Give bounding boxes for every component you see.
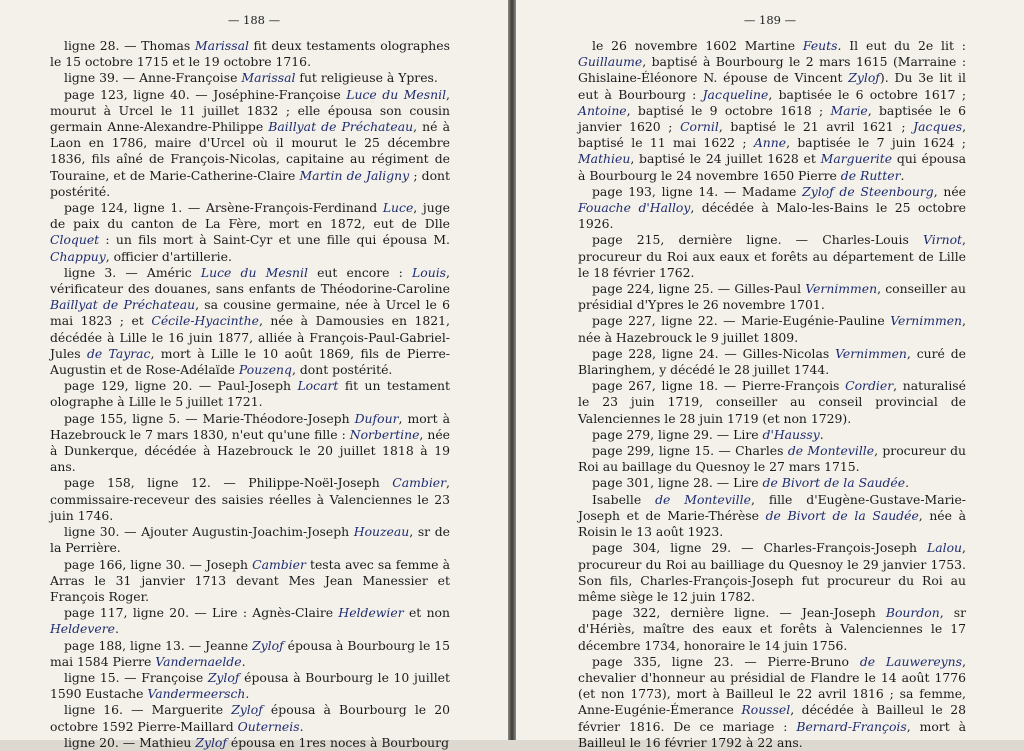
person-name: Lalou [927, 540, 963, 556]
entry-paragraph: page 158, ligne 12. — Philippe-Noël-Joseph Cambier, commissaire-receveur des saisies réelles à Valenciennes le 23 juin 1746. [50, 475, 450, 523]
page-number-right: — 189 — [743, 13, 797, 27]
page-right [516, 0, 1024, 750]
person-name: Vandermeersch [147, 686, 246, 702]
person-name: Louis [412, 264, 447, 280]
entry-paragraph: page 166, ligne 30. — Joseph Cambier testa avec sa femme à Arras le 31 janvier 1713 devant Mes Jean Manessier et François Roger. [50, 556, 450, 604]
entry-paragraph: page 123, ligne 40. — Joséphine-Françoise Luce du Mesnil, mourut à Urcel le 11 juillet 1832 ; elle épousa son cousin germain Anne-Alexandre-Philippe Baillyat de Préchateau, né à Laon en 1786, maire d'Urcel où il mourut le 25 décembre 1836, fils aîné de François-Nicolas, capitaine au régiment de Touraine, et de Marie-Catherine-Claire Martin de Jaligny ; dont postérité. [50, 86, 450, 199]
person-name: Heldevere [50, 621, 115, 637]
entry-paragraph: page 335, ligne 23. — Pierre-Bruno de Lauwereyns, chevalier d'honneur au présidial de Flandre le 14 août 1776 (et non 1773), mort à Bailleul le 22 avril 1816 ; sa femme, Anne-Eugénie-Émerance Roussel, décédée à Bailleul le 28 février 1816. De ce mariage : Bernard-François, mort à Bailleul le 16 février 1792 à 22 ans. [578, 653, 967, 750]
person-name: Heldewier [338, 605, 404, 621]
book-gutter [508, 0, 516, 740]
person-name: Houzeau [353, 524, 410, 540]
person-name: Chappuy [50, 248, 106, 264]
person-name: Locart [297, 378, 339, 394]
entry-paragraph: page 224, ligne 25. — Gilles-Paul Vernimmen, conseiller au présidial d'Ypres le 26 novembre 1701. [578, 281, 966, 313]
person-name: Marie [830, 102, 868, 118]
person-name: Luce [382, 200, 414, 216]
person-name: Zyloƒ de Steenbourg [802, 183, 934, 199]
entry-paragraph: page 215, dernière ligne. — Charles-Louis Virnot, procureur du Roi aux eaux et forêts au département de Lille le 18 février 1762. [578, 232, 966, 280]
person-name: Vernimmen [835, 345, 907, 361]
person-name: Cloquet [50, 232, 100, 248]
person-name: de Rutter [840, 167, 901, 183]
person-name: Pouzenq [238, 362, 292, 378]
entry-paragraph: page 267, ligne 18. — Pierre-François Cordier, naturalisé le 23 juin 1719, conseiller au conseil provincial de Valenciennes le 28 juin 1719 (et non 1729). [578, 378, 966, 426]
person-name: Guillaume [578, 54, 643, 70]
person-name: Virnot [923, 232, 963, 248]
person-name: Bourdon [885, 605, 940, 621]
entry-paragraph: page 304, ligne 29. — Charles-François-Joseph Lalou, procureur du Roi au bailliage du Quesnoy le 29 janvier 1753. Son fils, Charles-François-Joseph fut procureur du Roi au même siège le 12 juin 1782. [578, 540, 966, 604]
entry-paragraph: page 301, ligne 28. — Lire de Bivort de la Saudée. [592, 475, 910, 491]
person-name: Luce du Mesnil [346, 86, 447, 102]
page-left [0, 0, 508, 750]
entry-paragraph: ligne 15. — Françoise Zyloƒ épousa à Bourbourg le 10 juillet 1590 Eustache Vandermeersch. [50, 669, 450, 702]
person-name: Jacques [913, 119, 963, 135]
person-name: d'Haussy [762, 426, 820, 442]
person-name: Cordier [845, 378, 894, 394]
person-name: Fouache d'Halloy [578, 200, 691, 216]
person-name: Antoine [578, 102, 627, 118]
person-name: Baillyat de Préchateau [268, 119, 414, 135]
person-name: Bernard-François [796, 718, 907, 734]
person-name: Roussel [741, 702, 791, 718]
entry-paragraph: ligne 3. — Améric Luce du Mesnil eut encore : Louis, vérificateur des douanes, sans enfants de Théodorine-Caroline Baillyat de Préchateau, sa cousine germaine, née à Urcel le 6 mai 1823 ; et Cécile-Hyacinthe, née à Damousies en 1821, décédée à Lille le 16 juin 1877, alliée à François-Paul-Gabriel-Jules de Tayrac, mort à Lille le 10 août 1869, fils de Pierre-Augustin et de Rose-Adélaïde Pouzenq, dont postérité. [50, 264, 451, 378]
entry-paragraph: page 124, ligne 1. — Arsène-François-Ferdinand Luce, juge de paix du canton de La Fère, mort en 1872, eut de Dlle Cloquet : un fils mort à Saint-Cyr et une fille qui épousa M. Chappuy, officier d'artillerie. [50, 200, 450, 264]
entry-paragraph: ligne 16. — Marguerite Zyloƒ épousa à Bourbourg le 20 octobre 1592 Pierre-Maillard Outerneis. [50, 702, 450, 734]
person-name: Cécile-Hyacinthe [151, 313, 259, 329]
person-name: Dufour [354, 410, 399, 426]
entry-paragraph: page 188, ligne 13. — Jeanne Zyloƒ épousa à Bourbourg le 15 mai 1584 Pierre Vandernaelde. [50, 637, 450, 669]
person-name: de Monteville [787, 443, 875, 459]
person-name: de Lauwereyns [859, 653, 963, 669]
person-name: Zyloƒ [195, 734, 227, 750]
person-name: Marissal [194, 38, 249, 53]
person-name: Zyloƒ [252, 637, 284, 653]
person-name: Zyloƒ [231, 702, 263, 718]
entry-paragraph: page 279, ligne 29. — Lire d'Haussy. [592, 426, 824, 442]
page-text-left [50, 38, 450, 751]
person-name: Jacqueline [702, 86, 769, 102]
entry-paragraph: page 155, ligne 5. — Marie-Théodore-Joseph Dufour, mort à Hazebrouck le 7 mars 1830, n'eut qu'une fille : Norbertine, née à Dunkerque, décédée à Hazebrouck le 20 juillet 1818 à 19 ans. [50, 410, 450, 475]
person-name: Zyloƒ [207, 669, 240, 685]
entry-paragraph: page 299, ligne 15. — Charles de Monteville, procureur du Roi au baillage du Quesnoy le 27 mars 1715. [578, 443, 966, 475]
person-name: Mathieu [578, 151, 631, 167]
entry-paragraph: page 117, ligne 20. — Lire : Agnès-Claire Heldewier et non Heldevere. [50, 605, 450, 637]
person-name: de Monteville [655, 491, 751, 507]
person-name: Feuts [802, 38, 838, 53]
entry-paragraph: le 26 novembre 1602 Martine Feuts. Il eut du 2e lit : Guillaume, baptisé à Bourbourg le 2 mars 1615 (Marraine : Ghislaine-Éléonore N. épouse de Vincent Zyloƒ). Du 3e lit il eut à Bourbourg : Jacqueline, baptisée le 6 octobre 1617 ; Antoine, baptisé le 9 octobre 1618 ; Marie, baptisée le 6 janvier 1620 ; Cornil, baptisé le 21 avril 1621 ; Jacques, baptisé le 11 mai 1622 ; Anne, baptisée le 7 juin 1624 ; Mathieu, baptisé le 24 juillet 1628 et Marguerite qui épousa à Bourbourg le 24 novembre 1650 Pierre de Rutter. [578, 38, 967, 183]
person-name: Martin de Jaligny [299, 167, 410, 183]
entry-paragraph: Isabelle de Monteville, fille d'Eugène-Gustave-Marie-Joseph et de Marie-Thérèse de Bivort de la Saudée, née à Roisin le 13 août 1923. [578, 491, 966, 540]
person-name: Cambier [252, 556, 306, 572]
entry-paragraph: page 228, ligne 24. — Gilles-Nicolas Vernimmen, curé de Blaringhem, y décédé le 28 juillet 1744. [578, 345, 966, 378]
person-name: Marguerite [820, 151, 893, 167]
person-name: Norbertine [349, 426, 420, 442]
person-name: Marissal [241, 70, 296, 86]
page-number-left: — 188 — [227, 13, 281, 27]
person-name: Outerneis [237, 718, 300, 734]
entry-paragraph: page 322, dernière ligne. — Jean-Joseph Bourdon, sr d'Hériès, maître des eaux et forêts à Valenciennes le 17 décembre 1734, honoraire le 14 juin 1756. [578, 605, 967, 653]
entry-paragraph: ligne 20. — Mathieu Zyloƒ épousa en 1res noces à Bourbourg [64, 734, 450, 750]
person-name: Zyloƒ [848, 70, 880, 86]
entry-paragraph: ligne 30. — Ajouter Augustin-Joachim-Joseph Houzeau, sr de la Perrière. [50, 524, 450, 556]
person-name: Anne [753, 135, 787, 151]
entry-paragraph: page 227, ligne 22. — Marie-Eugénie-Pauline Vernimmen, née à Hazebrouck le 9 juillet 1809. [578, 313, 966, 345]
entry-paragraph: ligne 28. — Thomas Marissal fit deux testaments olographes le 15 octobre 1715 et le 19 octobre 1716. [50, 38, 450, 70]
person-name: Luce du Mesnil [200, 264, 308, 280]
person-name: Vernimmen [890, 313, 963, 329]
entry-paragraph: ligne 39. — Anne-Françoise Marissal fut religieuse à Ypres. [64, 70, 438, 86]
entry-paragraph: page 129, ligne 20. — Paul-Joseph Locart fit un testament olographe à Lille le 5 juillet 1721. [50, 378, 450, 410]
person-name: Cambier [392, 475, 447, 491]
person-name: de Bivort de la Saudée [762, 475, 906, 491]
person-name: Baillyat de Préchateau [50, 297, 196, 313]
person-name: de Bivort de la Saudée [765, 507, 919, 523]
person-name: Vandernaelde [155, 653, 242, 669]
entry-paragraph: page 193, ligne 14. — Madame Zyloƒ de Steenbourg, née Fouache d'Halloy, décédée à Malo-les-Bains le 25 octobre 1926. [578, 183, 966, 232]
person-name: de Tayrac [86, 345, 151, 361]
person-name: Cornil [680, 119, 719, 135]
page-text-right [578, 38, 966, 751]
person-name: Vernimmen [805, 281, 878, 297]
